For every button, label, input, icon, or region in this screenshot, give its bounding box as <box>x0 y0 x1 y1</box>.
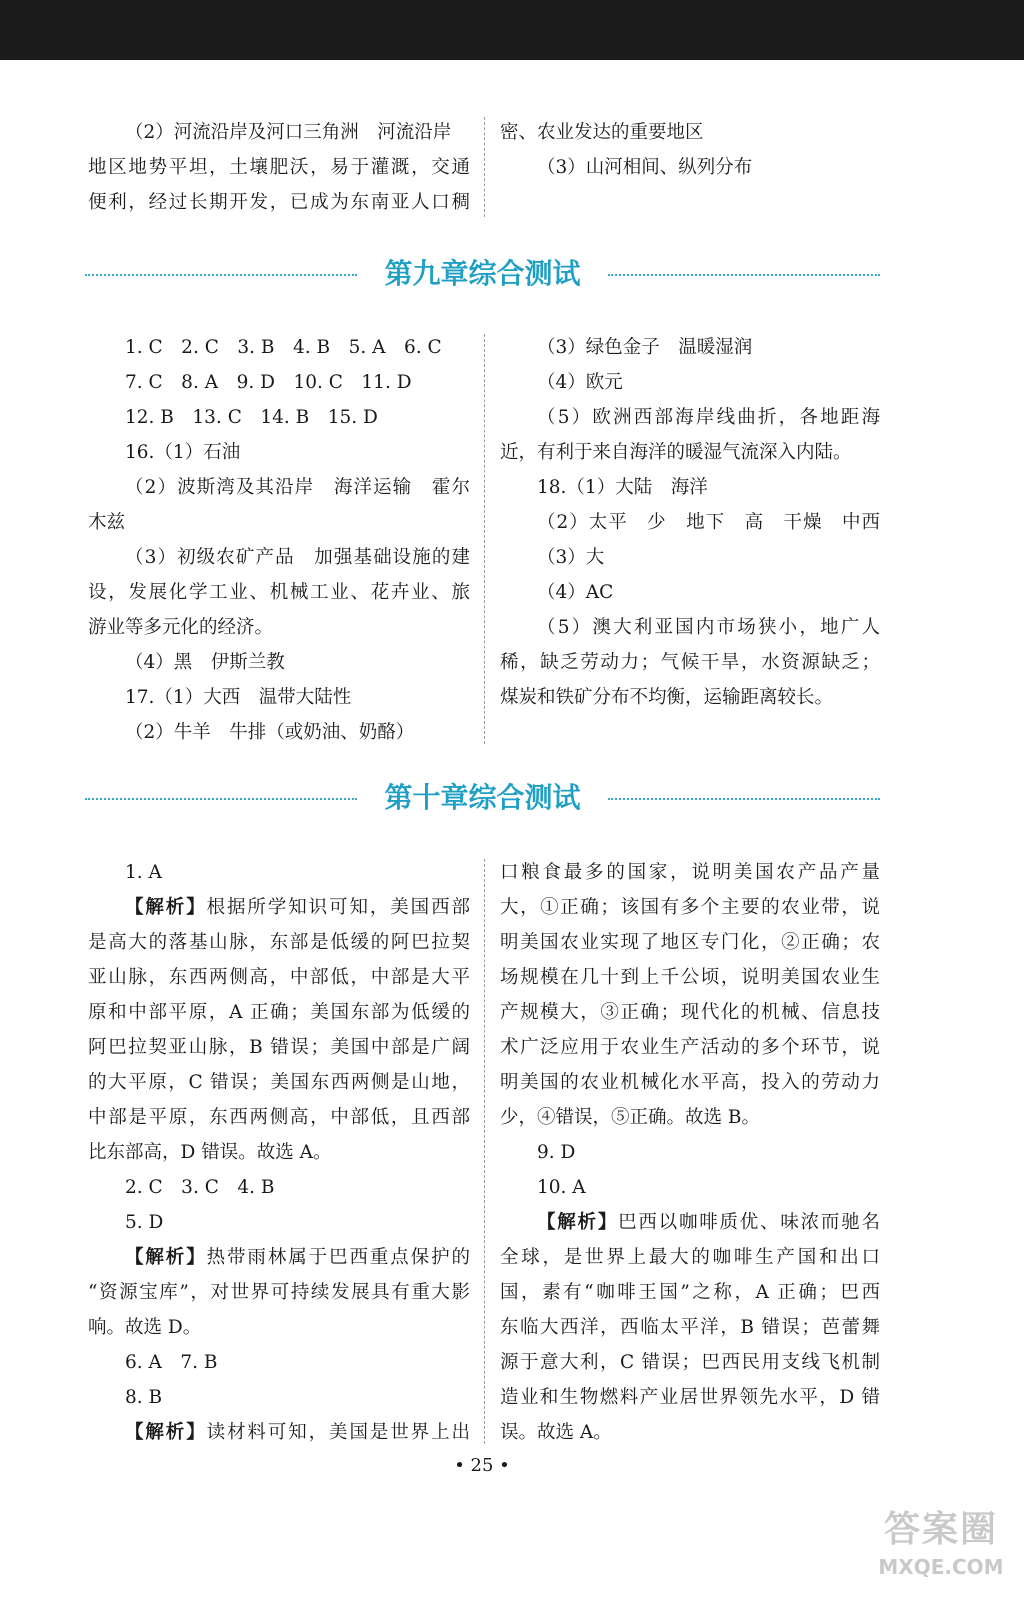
analysis-tag: 【解析】 <box>125 897 207 918</box>
answer-line: （2）太平 少 地下 高 干燥 中西 <box>537 512 880 533</box>
answer-line: 响。故选 D。 <box>88 1317 202 1338</box>
answer-line: 6. A 7. B <box>125 1352 218 1373</box>
answer-line: 比东部高，D 错误。故选 A。 <box>88 1142 332 1163</box>
column-divider <box>484 117 485 217</box>
chapter9-answers <box>0 330 1024 750</box>
watermark-brand: 答案圈 <box>883 1509 998 1550</box>
chapter10-answers <box>0 855 1024 1450</box>
answer-line: 源于意大利，C 错误；巴西民用支线飞机制 <box>500 1352 880 1373</box>
answer-line: 18.（1）大陆 海洋 <box>537 477 708 498</box>
answer-line: （3）初级农矿产品 加强基础设施的建 <box>125 547 470 568</box>
chapter10-heading <box>85 778 880 818</box>
heading-rule-left <box>85 274 357 276</box>
analysis-tag: 【解析】 <box>537 1212 619 1233</box>
answer-line: 是高大的落基山脉，东部是低缓的阿巴拉契 <box>88 932 470 953</box>
chapter9-right-column <box>500 330 880 715</box>
heading-rule-right <box>608 798 880 800</box>
column-divider <box>484 859 485 1444</box>
answer-line: 阿巴拉契亚山脉，B 错误；美国中部是广阔 <box>88 1037 470 1058</box>
watermark-domain: MXQE.COM <box>878 1555 1004 1579</box>
top-left-column <box>88 115 470 220</box>
chapter9-title: 第九章综合测试 <box>384 257 581 290</box>
answer-line: 稀，缺乏劳动力；气候干旱，水资源缺乏； <box>500 652 880 673</box>
answer-line: 少，④错误，⑤正确。故选 B。 <box>500 1107 760 1128</box>
heading-rule-left <box>85 798 357 800</box>
answer-line: 场规模在几十到上千公顷，说明美国农业生 <box>500 967 880 988</box>
answer-line: （4）黑 伊斯兰教 <box>125 652 285 673</box>
answer-line: 术广泛应用于农业生产活动的多个环节，说 <box>500 1037 880 1058</box>
answer-line: 亚山脉，东西两侧高，中部低，中部是大平 <box>88 967 470 988</box>
answer-line: 误。故选 A。 <box>500 1422 612 1443</box>
answer-line: （2）波斯湾及其沿岸 海洋运输 霍尔 <box>125 477 470 498</box>
analysis-line <box>88 1415 470 1450</box>
answer-line: （2）牛羊 牛排（或奶油、奶酪） <box>125 722 415 743</box>
answer-line: 产规模大，③正确；现代化的机械、信息技 <box>500 1002 880 1023</box>
answer-line: 明美国的农业机械化水平高，投入的劳动力 <box>500 1072 880 1093</box>
answer-line: 设，发展化学工业、机械工业、花卉业、旅 <box>88 582 470 603</box>
answer-line: （3）绿色金子 温暖湿润 <box>537 337 753 358</box>
page-number: • 25 • <box>454 1455 510 1476</box>
chapter10-left-column <box>88 855 470 1450</box>
column-divider <box>484 334 485 744</box>
analysis-line <box>500 1205 880 1240</box>
text-line: （3）山河相间、纵列分布 <box>537 157 753 178</box>
answer-line: （4）AC <box>537 582 614 603</box>
answer-line: 9. D <box>537 1142 576 1163</box>
analysis-text: 巴西以咖啡质优、味浓而驰名 <box>618 1212 880 1233</box>
heading-rule-right <box>608 274 880 276</box>
answer-line: “资源宝库”，对世界可持续发展具有重大影 <box>88 1282 470 1303</box>
text-line: 密、农业发达的重要地区 <box>500 122 704 143</box>
text-line: （2）河流沿岸及河口三角洲 河流沿岸 <box>125 122 452 143</box>
top-right-column <box>500 115 880 185</box>
answer-line: 16.（1）石油 <box>125 442 241 463</box>
chapter9-left-column <box>88 330 470 750</box>
answer-line: 近，有利于来自海洋的暖湿气流深入内陆。 <box>500 442 852 463</box>
answer-line: 全球，是世界上最大的咖啡生产国和出口 <box>500 1247 880 1268</box>
analysis-text: 根据所学知识可知，美国西部 <box>206 897 470 918</box>
analysis-text: 热带雨林属于巴西重点保护的 <box>206 1247 470 1268</box>
answer-line: 的大平原，C 错误；美国东西两侧是山地， <box>88 1072 470 1093</box>
top-dark-band <box>0 0 1024 60</box>
answer-line: （5）澳大利亚国内市场狭小，地广人 <box>537 617 880 638</box>
chapter9-heading <box>85 254 880 294</box>
answer-line: （5）欧洲西部海岸线曲折，各地距海 <box>537 407 880 428</box>
answer-line: 口粮食最多的国家，说明美国农产品产量 <box>500 862 880 883</box>
answer-line: 中部是平原，东西两侧高，中部低，且西部 <box>88 1107 470 1128</box>
answer-line: 2. C 3. C 4. B <box>125 1177 275 1198</box>
answer-line: （3）大 <box>537 547 605 568</box>
analysis-text: 读材料可知，美国是世界上出 <box>206 1422 470 1443</box>
answer-line: 煤炭和铁矿分布不均衡，运输距离较长。 <box>500 687 834 708</box>
answer-line: 5. D <box>125 1212 164 1233</box>
answer-line: 1. C 2. C 3. B 4. B 5. A 6. C <box>125 337 442 358</box>
top-section <box>0 115 1024 220</box>
answer-line: （4）欧元 <box>537 372 623 393</box>
analysis-line <box>88 1240 470 1275</box>
answer-line: 游业等多元化的经济。 <box>88 617 274 638</box>
answer-line: 大，①正确；该国有多个主要的农业带，说 <box>500 897 880 918</box>
chapter10-title: 第十章综合测试 <box>384 781 581 814</box>
answer-line: 造业和生物燃料产业居世界领先水平，D 错 <box>500 1387 880 1408</box>
chapter10-right-column <box>500 855 880 1450</box>
answer-line: 10. A <box>537 1177 586 1198</box>
watermark-logo <box>876 1506 1006 1588</box>
analysis-tag: 【解析】 <box>125 1247 207 1268</box>
answer-line: 17.（1）大西 温带大陆性 <box>125 687 352 708</box>
text-line: 便利，经过长期开发，已成为东南亚人口稠 <box>88 192 470 213</box>
answer-line: 明美国农业实现了地区专门化，②正确；农 <box>500 932 880 953</box>
answer-line: 7. C 8. A 9. D 10. C 11. D <box>125 372 412 393</box>
answer-line: 8. B <box>125 1387 163 1408</box>
answer-line: 12. B 13. C 14. B 15. D <box>125 407 378 428</box>
answer-line: 木兹 <box>88 512 126 533</box>
answer-line: 1. A <box>125 862 162 883</box>
text-line: 地区地势平坦，土壤肥沃，易于灌溉，交通 <box>88 157 470 178</box>
answer-line: 东临大西洋，西临太平洋，B 错误；芭蕾舞 <box>500 1317 880 1338</box>
analysis-line <box>88 890 470 925</box>
answer-line: 国，素有“咖啡王国”之称，A 正确；巴西 <box>500 1282 880 1303</box>
answer-line: 原和中部平原，A 正确；美国东部为低缓的 <box>88 1002 470 1023</box>
analysis-tag: 【解析】 <box>125 1422 207 1443</box>
